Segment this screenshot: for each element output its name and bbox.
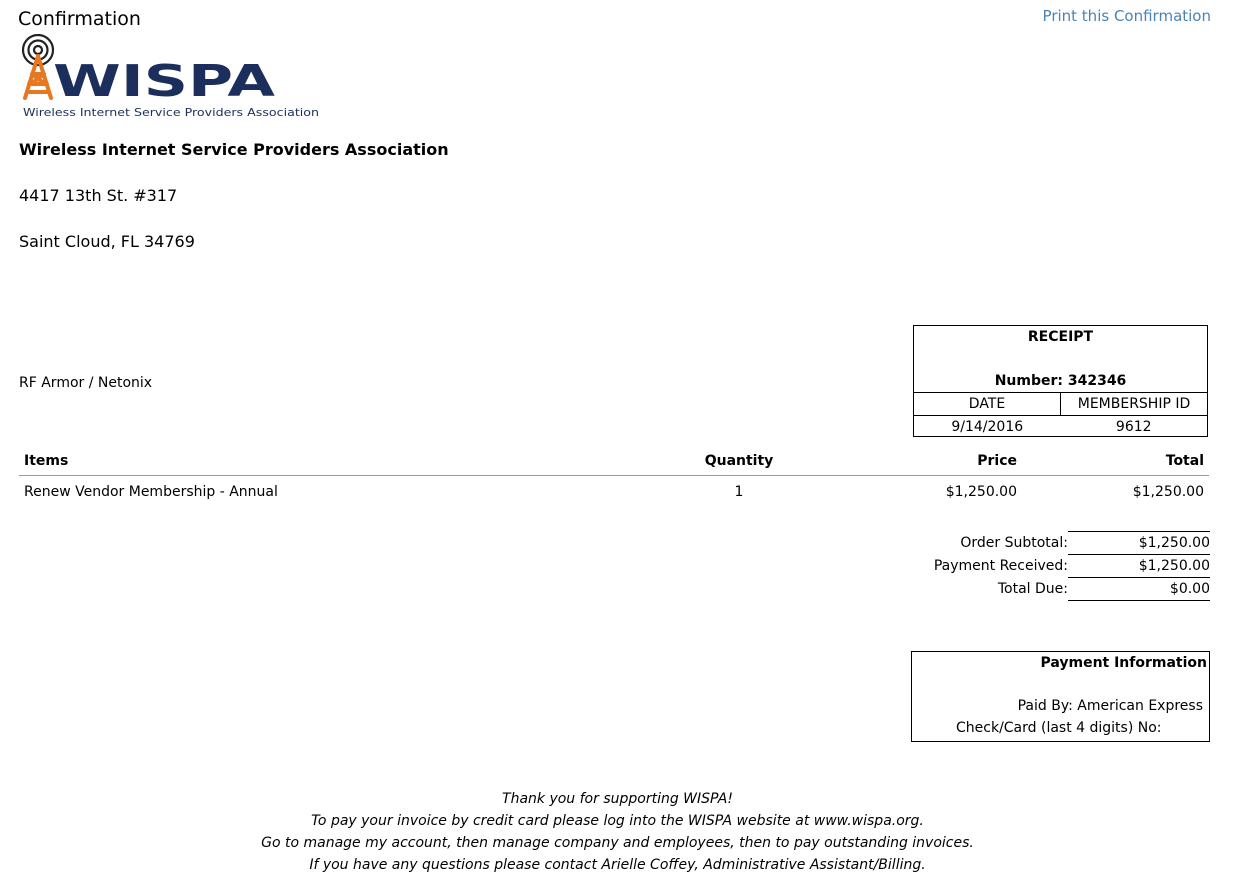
items-column-header: Items — [24, 452, 69, 469]
items-table — [19, 446, 1209, 508]
receipt-date: 9/14/2016 — [951, 419, 1024, 435]
subtotal-row — [860, 531, 1210, 554]
membership-id: 9612 — [1115, 419, 1152, 435]
payment-information-title: Payment Information — [1040, 655, 1207, 671]
receipt-title: RECEIPT — [1027, 329, 1094, 345]
receipt-number: Number: 342346 — [994, 373, 1127, 389]
subtotal-value: $1,250.00 — [1068, 531, 1210, 554]
subtotal-label: Order Subtotal: — [960, 534, 1068, 551]
logo-tagline: Wireless Internet Service Providers Association — [23, 106, 320, 119]
footer-notes — [0, 788, 1235, 876]
customer-name: RF Armor / Netonix — [19, 375, 153, 391]
total-due-value: $0.00 — [1068, 577, 1210, 601]
item-description: Renew Vendor Membership - Annual — [24, 484, 278, 500]
card-last-digits: Check/Card (last 4 digits) No: — [956, 720, 1162, 736]
order-totals — [860, 531, 1210, 600]
date-header: DATE — [914, 393, 1061, 415]
print-confirmation-link[interactable]: Print this Confirmation — [1042, 7, 1211, 25]
address-line-1: 4417 13th St. #317 — [19, 186, 178, 205]
receipt-grid — [914, 392, 1207, 438]
total-column-header: Total — [1165, 452, 1204, 469]
organization-name: Wireless Internet Service Providers Association — [19, 140, 449, 159]
total-due-label: Total Due: — [997, 580, 1068, 597]
total-due-row — [860, 577, 1210, 600]
membership-id-header: MEMBERSHIP ID — [1077, 396, 1191, 412]
footer-line-thanks: Thank you for supporting WISPA! — [502, 791, 733, 807]
receipt-box — [913, 325, 1208, 437]
footer-line-instructions: Go to manage my account, then manage company and employees, then to pay outstanding invoices. — [261, 835, 974, 851]
table-row — [19, 476, 1209, 508]
radio-tower-icon — [23, 35, 53, 98]
payment-received-row — [860, 554, 1210, 577]
payment-received-value: $1,250.00 — [1068, 554, 1210, 577]
item-price: $1,250.00 — [945, 484, 1017, 500]
items-table-header — [19, 446, 1209, 476]
payment-information-box — [911, 651, 1210, 742]
price-column-header: Price — [977, 452, 1017, 469]
item-total: $1,250.00 — [1132, 484, 1204, 500]
payment-received-label: Payment Received: — [933, 557, 1068, 574]
footer-line-contact: If you have any questions please contact Arielle Coffey, Administrative Assistant/Billing. — [309, 857, 926, 873]
logo-wordmark: WISPA — [53, 56, 275, 107]
paid-by: Paid By: American Express — [1017, 698, 1203, 714]
page-title: Confirmation — [18, 8, 141, 30]
quantity-column-header: Quantity — [704, 452, 774, 469]
address-line-2: Saint Cloud, FL 34769 — [19, 232, 195, 251]
footer-line-pay-online: To pay your invoice by credit card please log into the WISPA website at www.wispa.org. — [311, 813, 924, 829]
wispa-logo — [17, 34, 327, 120]
item-quantity: 1 — [734, 484, 744, 500]
